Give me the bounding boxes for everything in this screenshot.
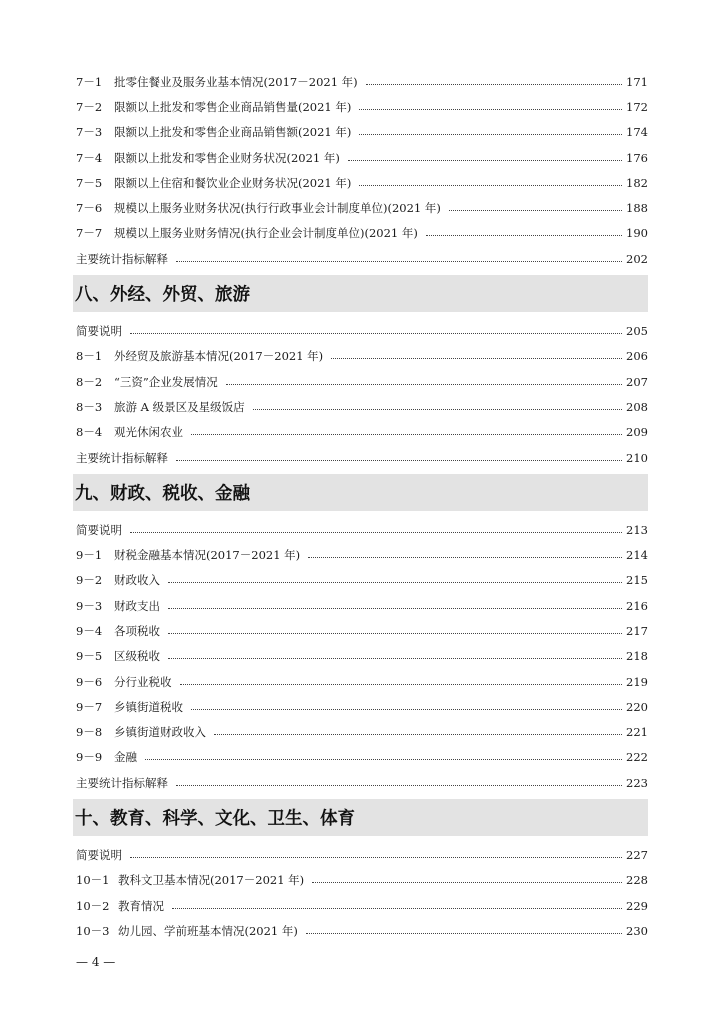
entry-number: 7－6 — [76, 201, 103, 216]
dot-leader — [226, 383, 622, 385]
entry-title: 幼儿园、学前班基本情况(2021 年) — [118, 923, 298, 938]
entry-page-number: 214 — [626, 548, 648, 563]
entry-title: 主要统计指标解释 — [76, 450, 168, 465]
toc-entry[interactable] — [76, 120, 648, 145]
toc-entry[interactable] — [76, 369, 648, 394]
toc-entry[interactable] — [76, 246, 648, 271]
entry-number: 10－3 — [76, 923, 110, 938]
dot-leader — [130, 531, 622, 533]
entry-title: 限额以上批发和零售企业商品销售额(2021 年) — [114, 125, 352, 140]
toc-entry[interactable] — [76, 868, 648, 893]
entry-page-number: 223 — [626, 775, 648, 790]
dot-leader — [130, 856, 622, 858]
dot-leader — [312, 881, 622, 883]
entry-page-number: 202 — [626, 251, 648, 266]
dot-leader — [168, 607, 622, 609]
toc-entry[interactable] — [76, 770, 648, 795]
toc-entry[interactable] — [76, 394, 648, 419]
dot-leader — [253, 408, 622, 410]
entry-title: 财税金融基本情况(2017－2021 年) — [114, 548, 301, 563]
dot-leader — [168, 632, 622, 634]
entry-title: 乡镇街道财政收入 — [114, 725, 206, 740]
toc-entry[interactable] — [76, 195, 648, 220]
entry-title: 主要统计指标解释 — [76, 251, 168, 266]
entry-number: 8－4 — [76, 425, 103, 440]
entry-number: 7－7 — [76, 226, 103, 241]
entry-title: 财政收入 — [114, 573, 160, 588]
entry-page-number: 174 — [626, 125, 648, 140]
toc-entry[interactable] — [76, 918, 648, 943]
entry-page-number: 209 — [626, 425, 648, 440]
entry-title: 主要统计指标解释 — [76, 775, 168, 790]
entry-page-number: 172 — [626, 99, 648, 114]
toc-entry[interactable] — [76, 568, 648, 593]
entry-page-number: 190 — [626, 226, 648, 241]
entry-title: 规模以上服务业财务情况(执行企业会计制度单位)(2021 年) — [114, 226, 418, 241]
toc-entry[interactable] — [76, 344, 648, 369]
entry-page-number: 219 — [626, 674, 648, 689]
entry-title: 分行业税收 — [114, 674, 172, 689]
toc-entry[interactable] — [76, 542, 648, 567]
entry-number: 8－1 — [76, 349, 103, 364]
entry-number: 9－8 — [76, 725, 103, 740]
entry-number: 7－1 — [76, 74, 103, 89]
dot-leader — [359, 184, 622, 186]
toc-entry[interactable] — [76, 720, 648, 745]
entry-number: 9－1 — [76, 548, 103, 563]
entry-title: 教科文卫基本情况(2017－2021 年) — [118, 873, 305, 888]
entry-number: 9－9 — [76, 750, 103, 765]
entry-title: 批零住餐业及服务业基本情况(2017－2021 年) — [114, 74, 358, 89]
entry-title: 简要说明 — [76, 324, 122, 339]
dot-leader — [172, 907, 622, 909]
entry-title: 限额以上住宿和餐饮业企业财务状况(2021 年) — [114, 175, 352, 190]
entry-title: 限额以上批发和零售企业商品销售量(2021 年) — [114, 99, 352, 114]
entry-number: 9－3 — [76, 598, 103, 613]
toc-entry[interactable] — [76, 745, 648, 770]
entry-number: 7－2 — [76, 99, 103, 114]
entry-page-number: 221 — [626, 725, 648, 740]
entry-page-number: 208 — [626, 399, 648, 414]
section-heading: 八、外经、外贸、旅游 — [73, 275, 648, 312]
entry-page-number: 222 — [626, 750, 648, 765]
dot-leader — [168, 581, 622, 583]
entry-number: 7－4 — [76, 150, 103, 165]
entry-number: 9－2 — [76, 573, 103, 588]
dot-leader — [176, 784, 622, 786]
entry-page-number: 215 — [626, 573, 648, 588]
entry-title: 乡镇街道税收 — [114, 699, 183, 714]
entry-page-number: 206 — [626, 349, 648, 364]
toc-entry[interactable] — [76, 842, 648, 867]
entry-page-number: 220 — [626, 699, 648, 714]
toc-entry[interactable] — [76, 893, 648, 918]
entry-page-number: 218 — [626, 649, 648, 664]
entry-page-number: 210 — [626, 450, 648, 465]
entry-number: 8－3 — [76, 399, 103, 414]
dot-leader — [449, 209, 622, 211]
entry-page-number: 205 — [626, 324, 648, 339]
dot-leader — [348, 159, 622, 161]
entry-title: 限额以上批发和零售企业财务状况(2021 年) — [114, 150, 340, 165]
entry-page-number: 227 — [626, 848, 648, 863]
entry-page-number: 229 — [626, 898, 648, 913]
section-heading: 十、教育、科学、文化、卫生、体育 — [73, 799, 648, 836]
entry-page-number: 207 — [626, 374, 648, 389]
entry-title: 规模以上服务业财务状况(执行行政事业会计制度单位)(2021 年) — [114, 201, 441, 216]
entry-title: 外经贸及旅游基本情况(2017－2021 年) — [114, 349, 324, 364]
entry-page-number: 171 — [626, 74, 648, 89]
toc-entry[interactable] — [76, 517, 648, 542]
dot-leader — [176, 459, 622, 461]
toc-entry[interactable] — [76, 318, 648, 343]
entry-title: 各项税收 — [114, 623, 160, 638]
entry-page-number: 216 — [626, 598, 648, 613]
dot-leader — [214, 733, 622, 735]
toc-entry[interactable] — [76, 145, 648, 170]
dot-leader — [331, 357, 622, 359]
toc-entry[interactable] — [76, 420, 648, 445]
entry-number: 9－4 — [76, 623, 103, 638]
entry-page-number: 213 — [626, 522, 648, 537]
toc-entry[interactable] — [76, 94, 648, 119]
dot-leader — [168, 657, 622, 659]
toc-entry[interactable] — [76, 593, 648, 618]
dot-leader — [359, 108, 622, 110]
table-of-contents — [76, 69, 648, 944]
dot-leader — [359, 133, 622, 135]
entry-title: 简要说明 — [76, 848, 122, 863]
section-heading: 九、财政、税收、金融 — [73, 474, 648, 511]
dot-leader — [176, 260, 622, 262]
entry-title: 旅游 A 级景区及星级饭店 — [114, 399, 245, 414]
entry-page-number: 182 — [626, 175, 648, 190]
dot-leader — [426, 234, 622, 236]
dot-leader — [191, 708, 622, 710]
entry-number: 10－2 — [76, 898, 110, 913]
toc-entry[interactable] — [76, 644, 648, 669]
dot-leader — [130, 332, 622, 334]
entry-title: 简要说明 — [76, 522, 122, 537]
entry-page-number: 176 — [626, 150, 648, 165]
entry-number: 7－3 — [76, 125, 103, 140]
toc-entry[interactable] — [76, 170, 648, 195]
entry-title: 区级税收 — [114, 649, 160, 664]
dot-leader — [180, 683, 623, 685]
toc-entry[interactable] — [76, 69, 648, 94]
entry-page-number: 188 — [626, 201, 648, 216]
entry-number: 9－7 — [76, 699, 103, 714]
toc-entry[interactable] — [76, 618, 648, 643]
entry-number: 7－5 — [76, 175, 103, 190]
toc-entry[interactable] — [76, 694, 648, 719]
entry-number: 8－2 — [76, 374, 103, 389]
dot-leader — [145, 758, 622, 760]
dot-leader — [366, 83, 622, 85]
entry-page-number: 228 — [626, 873, 648, 888]
entry-number: 10－1 — [76, 873, 110, 888]
dot-leader — [308, 556, 622, 558]
toc-entry[interactable] — [76, 445, 648, 470]
dot-leader — [191, 433, 622, 435]
entry-title: 金融 — [114, 750, 137, 765]
entry-page-number: 217 — [626, 623, 648, 638]
toc-entry[interactable] — [76, 669, 648, 694]
entry-page-number: 230 — [626, 923, 648, 938]
page-number-footer: — 4 — — [76, 955, 116, 969]
dot-leader — [306, 932, 622, 934]
entry-title: “三资”企业发展情况 — [114, 374, 218, 389]
entry-number: 9－5 — [76, 649, 103, 664]
entry-title: 教育情况 — [118, 898, 164, 913]
entry-title: 财政支出 — [114, 598, 160, 613]
toc-entry[interactable] — [76, 221, 648, 246]
entry-title: 观光休闲农业 — [114, 425, 183, 440]
entry-number: 9－6 — [76, 674, 103, 689]
